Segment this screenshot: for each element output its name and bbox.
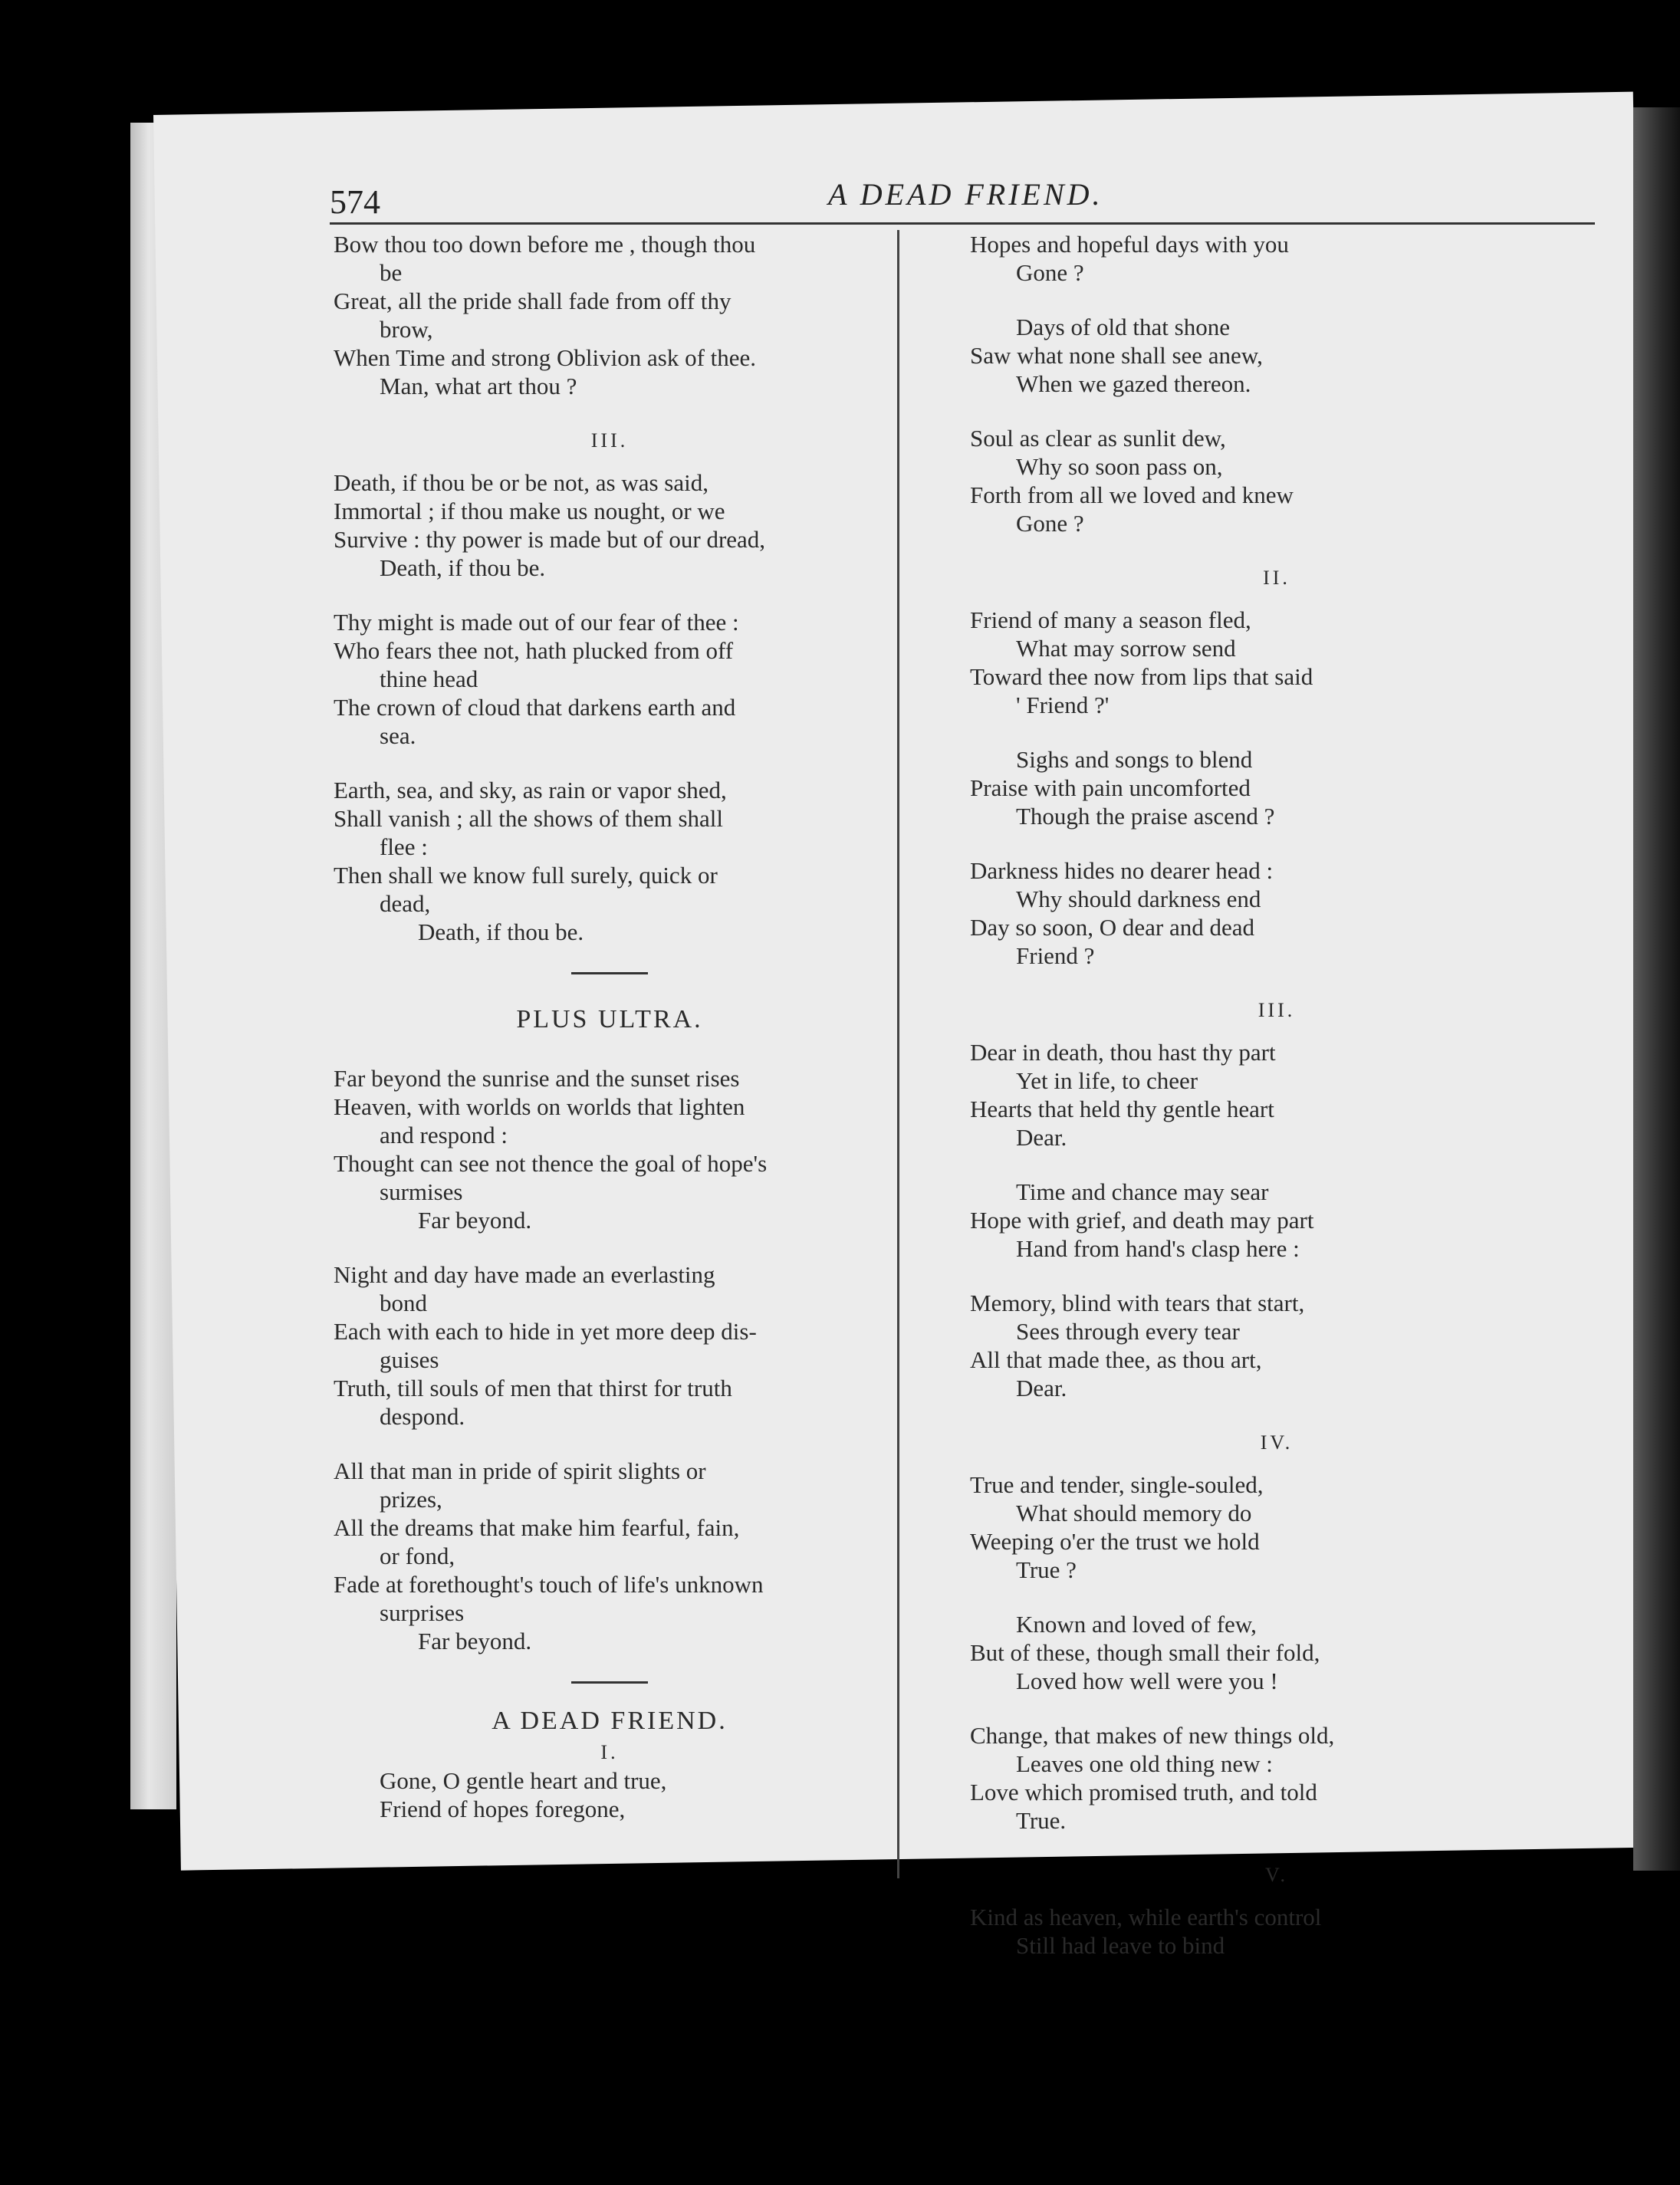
verse-line: Friend ? xyxy=(1016,942,1095,969)
verse-line: Each with each to hide in yet more deep dis- xyxy=(334,1318,757,1345)
verse-line: Toward thee now from lips that said xyxy=(970,663,1313,690)
verse-line: Saw what none shall see anew, xyxy=(970,342,1263,369)
section-rule xyxy=(571,972,648,974)
verse-line: Dear in death, thou hast thy part xyxy=(970,1039,1276,1066)
section-number: V. xyxy=(1265,1864,1288,1886)
verse-line: When Time and strong Oblivion ask of thee. xyxy=(334,344,757,371)
stanza xyxy=(334,1064,886,1234)
verse-line: Loved how well were you ! xyxy=(1016,1668,1278,1694)
verse-line: Why so soon pass on, xyxy=(1016,453,1223,480)
verse-line: Known and loved of few, xyxy=(1016,1611,1257,1638)
verse-line: Hearts that held thy gentle heart xyxy=(970,1096,1274,1122)
verse-line: All that made thee, as thou art, xyxy=(970,1346,1262,1373)
poem-title: PLUS ULTRA. xyxy=(516,1005,703,1033)
section-number: IV. xyxy=(1260,1431,1294,1454)
verse-line: Gone, O gentle heart and true, xyxy=(380,1767,667,1794)
stanza xyxy=(334,1766,886,1823)
facing-page-edge xyxy=(1633,107,1680,1871)
verse-line: Earth, sea, and sky, as rain or vapor shed, xyxy=(334,777,727,803)
verse-line: Yet in life, to cheer xyxy=(1016,1067,1198,1094)
verse-line: Weeping o'er the trust we hold xyxy=(970,1528,1260,1555)
verse-line: Friend of hopes foregone, xyxy=(380,1796,626,1822)
verse-line: Time and chance may sear xyxy=(1016,1178,1269,1205)
stanza xyxy=(334,1457,886,1655)
verse-line: surmises xyxy=(380,1178,463,1205)
verse-line: Fade at forethought's touch of life's unknown xyxy=(334,1571,764,1598)
section-number: I. xyxy=(600,1741,619,1763)
verse-line: Thought can see not thence the goal of hope's xyxy=(334,1150,768,1177)
page-number: 574 xyxy=(330,183,380,221)
verse-line: Bow thou too down before me , though thou xyxy=(334,231,756,258)
stanza xyxy=(334,230,886,400)
verse-line: Shall vanish ; all the shows of them shall xyxy=(334,805,724,832)
stanza xyxy=(970,313,1583,398)
stanza xyxy=(334,776,886,946)
verse-line: Love which promised truth, and told xyxy=(970,1779,1317,1806)
verse-line: Dear. xyxy=(1016,1375,1067,1401)
verse-line: Gone ? xyxy=(1016,510,1084,537)
stanza xyxy=(970,230,1583,287)
verse-line: Hopes and hopeful days with you xyxy=(970,231,1289,258)
verse-line: Still had leave to bind xyxy=(1016,1932,1225,1959)
verse-line: Memory, blind with tears that start, xyxy=(970,1290,1305,1316)
verse-line: Death, if thou be. xyxy=(380,554,546,581)
verse-line: Man, what art thou ? xyxy=(380,373,577,399)
verse-line: Soul as clear as sunlit dew, xyxy=(970,425,1226,452)
running-title: A DEAD FRIEND. xyxy=(828,177,1103,212)
poem-title: A DEAD FRIEND. xyxy=(492,1707,728,1735)
verse-line: bond xyxy=(380,1290,427,1316)
verse-line: ' Friend ?' xyxy=(1016,692,1110,718)
verse-line: Kind as heaven, while earth's control xyxy=(970,1904,1322,1930)
verse-line: Great, all the pride shall fade from off thy xyxy=(334,288,732,314)
verse-line: guises xyxy=(380,1346,439,1373)
verse-line: Sighs and songs to blend xyxy=(1016,746,1253,773)
verse-line: Then shall we know full surely, quick or xyxy=(334,862,718,889)
verse-line: But of these, though small their fold, xyxy=(970,1639,1320,1666)
section-number: III. xyxy=(1258,999,1296,1021)
stanza xyxy=(970,745,1583,830)
section-number: III. xyxy=(590,429,629,452)
stanza xyxy=(970,1721,1583,1835)
verse-line: Friend of many a season fled, xyxy=(970,606,1251,633)
verse-line: Darkness hides no dearer head : xyxy=(970,857,1274,884)
stanza xyxy=(970,1038,1583,1152)
right-column xyxy=(970,230,1583,1986)
verse-line: Days of old that shone xyxy=(1016,314,1230,340)
verse-line: What may sorrow send xyxy=(1016,635,1236,662)
stanza xyxy=(970,1610,1583,1695)
verse-line: brow, xyxy=(380,316,433,343)
header-rule xyxy=(330,222,1595,225)
verse-line: Immortal ; if thou make us nought, or we xyxy=(334,498,725,524)
verse-line: surprises xyxy=(380,1599,465,1626)
verse-line: Death, if thou be or be not, as was said, xyxy=(334,469,708,496)
stanza xyxy=(970,606,1583,719)
verse-line: Hope with grief, and death may part xyxy=(970,1207,1314,1234)
verse-line: Far beyond. xyxy=(418,1628,532,1654)
verse-line: All the dreams that make him fearful, fain, xyxy=(334,1514,740,1541)
verse-line: sea. xyxy=(380,722,416,749)
verse-line: despond. xyxy=(380,1403,465,1430)
page-header xyxy=(330,176,1595,222)
section-number: II. xyxy=(1263,567,1290,589)
verse-line: Though the praise ascend ? xyxy=(1016,803,1275,830)
stanza xyxy=(970,1289,1583,1402)
stanza xyxy=(970,424,1583,537)
verse-line: The crown of cloud that darkens earth and xyxy=(334,694,736,721)
stanza xyxy=(334,608,886,750)
verse-line: True. xyxy=(1016,1807,1067,1834)
verse-line: Night and day have made an everlasting xyxy=(334,1261,715,1288)
verse-line: Sees through every tear xyxy=(1016,1318,1240,1345)
verse-line: When we gazed thereon. xyxy=(1016,370,1251,397)
verse-line: dead, xyxy=(380,890,431,917)
verse-line: Thy might is made out of our fear of thee : xyxy=(334,609,739,636)
verse-line: Far beyond. xyxy=(418,1207,532,1234)
verse-line: Far beyond the sunrise and the sunset rises xyxy=(334,1065,740,1092)
verse-line: Day so soon, O dear and dead xyxy=(970,914,1255,941)
verse-line: Why should darkness end xyxy=(1016,886,1261,912)
left-column xyxy=(334,230,886,1849)
verse-line: Praise with pain uncomforted xyxy=(970,774,1251,801)
verse-line: Leaves one old thing new : xyxy=(1016,1750,1273,1777)
stanza xyxy=(970,1470,1583,1584)
verse-line: True and tender, single-souled, xyxy=(970,1471,1264,1498)
verse-line: be xyxy=(380,259,403,286)
verse-line: or fond, xyxy=(380,1543,455,1569)
column-divider xyxy=(897,230,899,1878)
stanza xyxy=(970,856,1583,970)
verse-line: All that man in pride of spirit slights or xyxy=(334,1457,706,1484)
stanza xyxy=(334,1260,886,1431)
verse-line: Survive : thy power is made but of our dread, xyxy=(334,526,766,553)
verse-line: Who fears thee not, hath plucked from off xyxy=(334,637,734,664)
verse-line: Change, that makes of new things old, xyxy=(970,1722,1335,1749)
section-rule xyxy=(571,1681,648,1684)
verse-line: Gone ? xyxy=(1016,259,1084,286)
verse-line: Forth from all we loved and knew xyxy=(970,481,1294,508)
verse-line: True ? xyxy=(1016,1556,1077,1583)
verse-line: flee : xyxy=(380,833,428,860)
verse-line: Hand from hand's clasp here : xyxy=(1016,1235,1300,1262)
verse-line: thine head xyxy=(380,665,478,692)
verse-line: prizes, xyxy=(380,1486,442,1513)
verse-line: Heaven, with worlds on worlds that lighten xyxy=(334,1093,745,1120)
stanza xyxy=(970,1903,1583,1960)
verse-line: Truth, till souls of men that thirst for truth xyxy=(334,1375,732,1401)
verse-line: Death, if thou be. xyxy=(418,918,584,945)
verse-line: and respond : xyxy=(380,1122,508,1148)
stanza xyxy=(970,1178,1583,1263)
stanza xyxy=(334,468,886,582)
verse-line: What should memory do xyxy=(1016,1500,1252,1526)
verse-line: Dear. xyxy=(1016,1124,1067,1151)
